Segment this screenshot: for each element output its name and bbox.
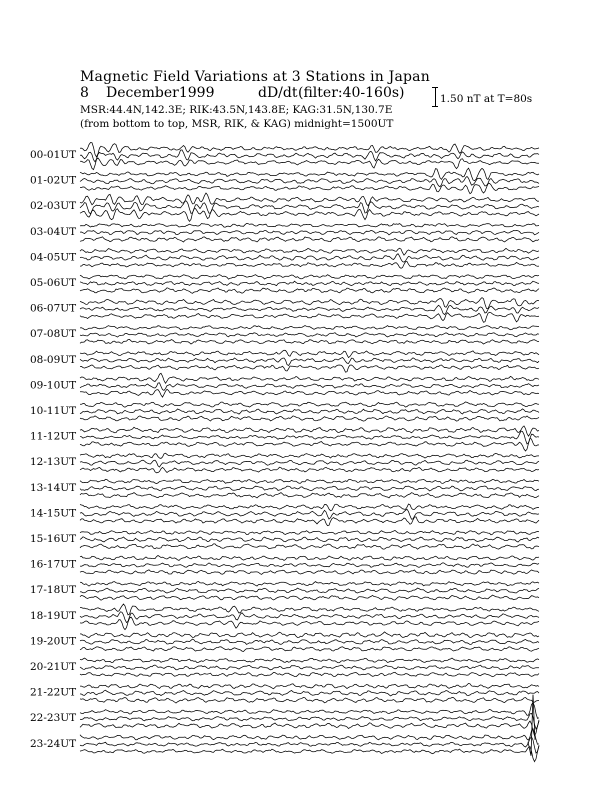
trace-kag bbox=[80, 683, 539, 688]
row-label: 15-16UT bbox=[30, 533, 77, 545]
hour-row bbox=[30, 479, 539, 498]
hour-row bbox=[30, 193, 539, 221]
trace-msr bbox=[80, 312, 539, 322]
row-label: 01-02UT bbox=[30, 174, 77, 187]
trace-msr bbox=[80, 158, 539, 170]
trace-kag bbox=[80, 168, 539, 181]
trace-rik bbox=[80, 537, 539, 542]
hour-row bbox=[30, 658, 539, 677]
trace-msr bbox=[80, 416, 539, 421]
row-label: 18-19UT bbox=[30, 609, 77, 622]
row-label: 08-09UT bbox=[30, 353, 77, 366]
trace-rik bbox=[80, 486, 539, 491]
trace-kag bbox=[80, 453, 539, 458]
hour-row bbox=[30, 581, 539, 600]
trace-kag bbox=[80, 479, 539, 483]
hour-row bbox=[30, 530, 539, 549]
hour-row bbox=[30, 350, 539, 372]
trace-rik bbox=[80, 665, 539, 670]
trace-kag bbox=[80, 504, 539, 511]
trace-rik bbox=[80, 305, 539, 314]
trace-rik bbox=[80, 254, 539, 262]
trace-rik bbox=[80, 690, 539, 696]
row-label: 07-08UT bbox=[30, 328, 77, 341]
trace-rik bbox=[80, 230, 539, 235]
trace-rik bbox=[80, 460, 539, 467]
trace-kag bbox=[80, 729, 539, 745]
hour-row bbox=[30, 326, 539, 345]
trace-rik bbox=[80, 383, 539, 391]
trace-kag bbox=[80, 193, 539, 206]
trace-msr bbox=[80, 438, 539, 451]
row-label: 20-21UT bbox=[30, 661, 77, 673]
trace-msr bbox=[80, 745, 539, 761]
trace-kag bbox=[80, 658, 539, 663]
trace-msr bbox=[80, 339, 539, 344]
station-order-note: (from bottom to top, MSR, RIK, & KAG) midnight=1500UT bbox=[80, 117, 394, 130]
hour-row bbox=[30, 402, 539, 421]
trace-kag bbox=[80, 581, 539, 586]
trace-msr bbox=[80, 209, 539, 222]
row-label: 23-24UT bbox=[30, 737, 77, 750]
trace-msr bbox=[80, 672, 539, 676]
parameter-label: dD/dt bbox=[258, 85, 298, 101]
row-label: 09-10UT bbox=[30, 379, 77, 392]
trace-msr bbox=[80, 467, 539, 473]
trace-kag bbox=[80, 275, 539, 280]
filter-label: (filter:40-160s) bbox=[298, 85, 405, 101]
hour-row bbox=[30, 168, 539, 194]
trace-msr bbox=[80, 365, 539, 372]
trace-msr bbox=[80, 721, 539, 736]
row-label: 10-11UT bbox=[30, 405, 77, 417]
trace-msr bbox=[80, 617, 539, 630]
row-label: 22-23UT bbox=[30, 712, 77, 725]
row-label: 05-06UT bbox=[30, 277, 77, 289]
trace-msr bbox=[80, 183, 539, 193]
trace-kag bbox=[80, 248, 539, 255]
trace-rik bbox=[80, 281, 539, 285]
scale-bar-label: 1.50 nT at T=80s bbox=[440, 93, 533, 105]
trace-msr bbox=[80, 570, 539, 575]
trace-kag bbox=[80, 703, 539, 719]
trace-msr bbox=[80, 389, 539, 397]
trace-kag bbox=[80, 632, 539, 638]
chart-title: Magnetic Field Variations at 3 Stations in Japan bbox=[80, 69, 430, 85]
row-label: 03-04UT bbox=[30, 225, 77, 238]
hour-row bbox=[30, 298, 539, 323]
date-label: December1999 bbox=[106, 85, 215, 101]
trace-kag bbox=[80, 326, 539, 330]
trace-kag bbox=[80, 350, 539, 357]
trace-msr bbox=[80, 237, 539, 242]
trace-rik bbox=[80, 588, 539, 593]
row-label: 12-13UT bbox=[30, 456, 77, 469]
row-label: 00-01UT bbox=[30, 149, 77, 161]
row-label: 17-18UT bbox=[30, 584, 77, 597]
trace-rik bbox=[80, 333, 539, 337]
trace-rik bbox=[80, 509, 539, 519]
hour-row bbox=[30, 224, 539, 243]
trace-rik bbox=[80, 176, 539, 186]
trace-kag bbox=[80, 373, 539, 383]
hour-row bbox=[30, 703, 539, 736]
hour-row bbox=[30, 632, 539, 652]
row-label: 11-12UT bbox=[30, 430, 77, 443]
trace-kag bbox=[80, 402, 539, 407]
trace-kag bbox=[80, 298, 539, 309]
trace-rik bbox=[80, 713, 539, 729]
hour-row bbox=[30, 556, 539, 575]
trace-rik bbox=[80, 201, 539, 214]
hour-row bbox=[30, 453, 539, 473]
trace-rik bbox=[80, 639, 539, 644]
hour-row bbox=[30, 504, 539, 526]
trace-rik bbox=[80, 612, 539, 623]
hour-row bbox=[30, 143, 539, 170]
station-coordinates: MSR:44.4N,142.3E; RIK:43.5N,143.8E; KAG:31.5N,130.7E bbox=[80, 104, 393, 116]
trace-msr bbox=[80, 262, 539, 269]
row-label: 21-22UT bbox=[30, 686, 77, 699]
trace-msr bbox=[80, 544, 539, 549]
hour-row bbox=[30, 426, 539, 451]
trace-kag bbox=[80, 556, 539, 561]
trace-msr bbox=[80, 493, 539, 498]
hour-row bbox=[30, 729, 539, 762]
trace-msr bbox=[80, 595, 539, 600]
trace-kag bbox=[80, 224, 539, 228]
trace-rik bbox=[80, 563, 539, 568]
trace-rik bbox=[80, 431, 539, 444]
row-label: 06-07UT bbox=[30, 302, 77, 315]
hour-row bbox=[30, 275, 539, 294]
row-label: 13-14UT bbox=[30, 481, 77, 494]
trace-kag bbox=[80, 426, 539, 436]
trace-msr bbox=[80, 697, 539, 703]
trace-rik bbox=[80, 409, 539, 414]
hour-row bbox=[30, 248, 539, 268]
hour-row bbox=[30, 373, 539, 397]
hour-row bbox=[30, 604, 539, 630]
trace-msr bbox=[80, 288, 539, 294]
day-label: 8 bbox=[80, 85, 89, 101]
row-label: 02-03UT bbox=[30, 200, 77, 213]
trace-kag bbox=[80, 530, 539, 534]
trace-msr bbox=[80, 647, 539, 652]
row-label: 19-20UT bbox=[30, 635, 77, 648]
row-label: 16-17UT bbox=[30, 558, 77, 571]
trace-msr bbox=[80, 517, 539, 526]
trace-rik bbox=[80, 358, 539, 366]
trace-kag bbox=[80, 604, 539, 615]
row-label: 04-05UT bbox=[30, 251, 77, 264]
row-label: 14-15UT bbox=[30, 507, 77, 520]
trace-rik bbox=[80, 150, 539, 162]
hour-row bbox=[30, 683, 539, 703]
